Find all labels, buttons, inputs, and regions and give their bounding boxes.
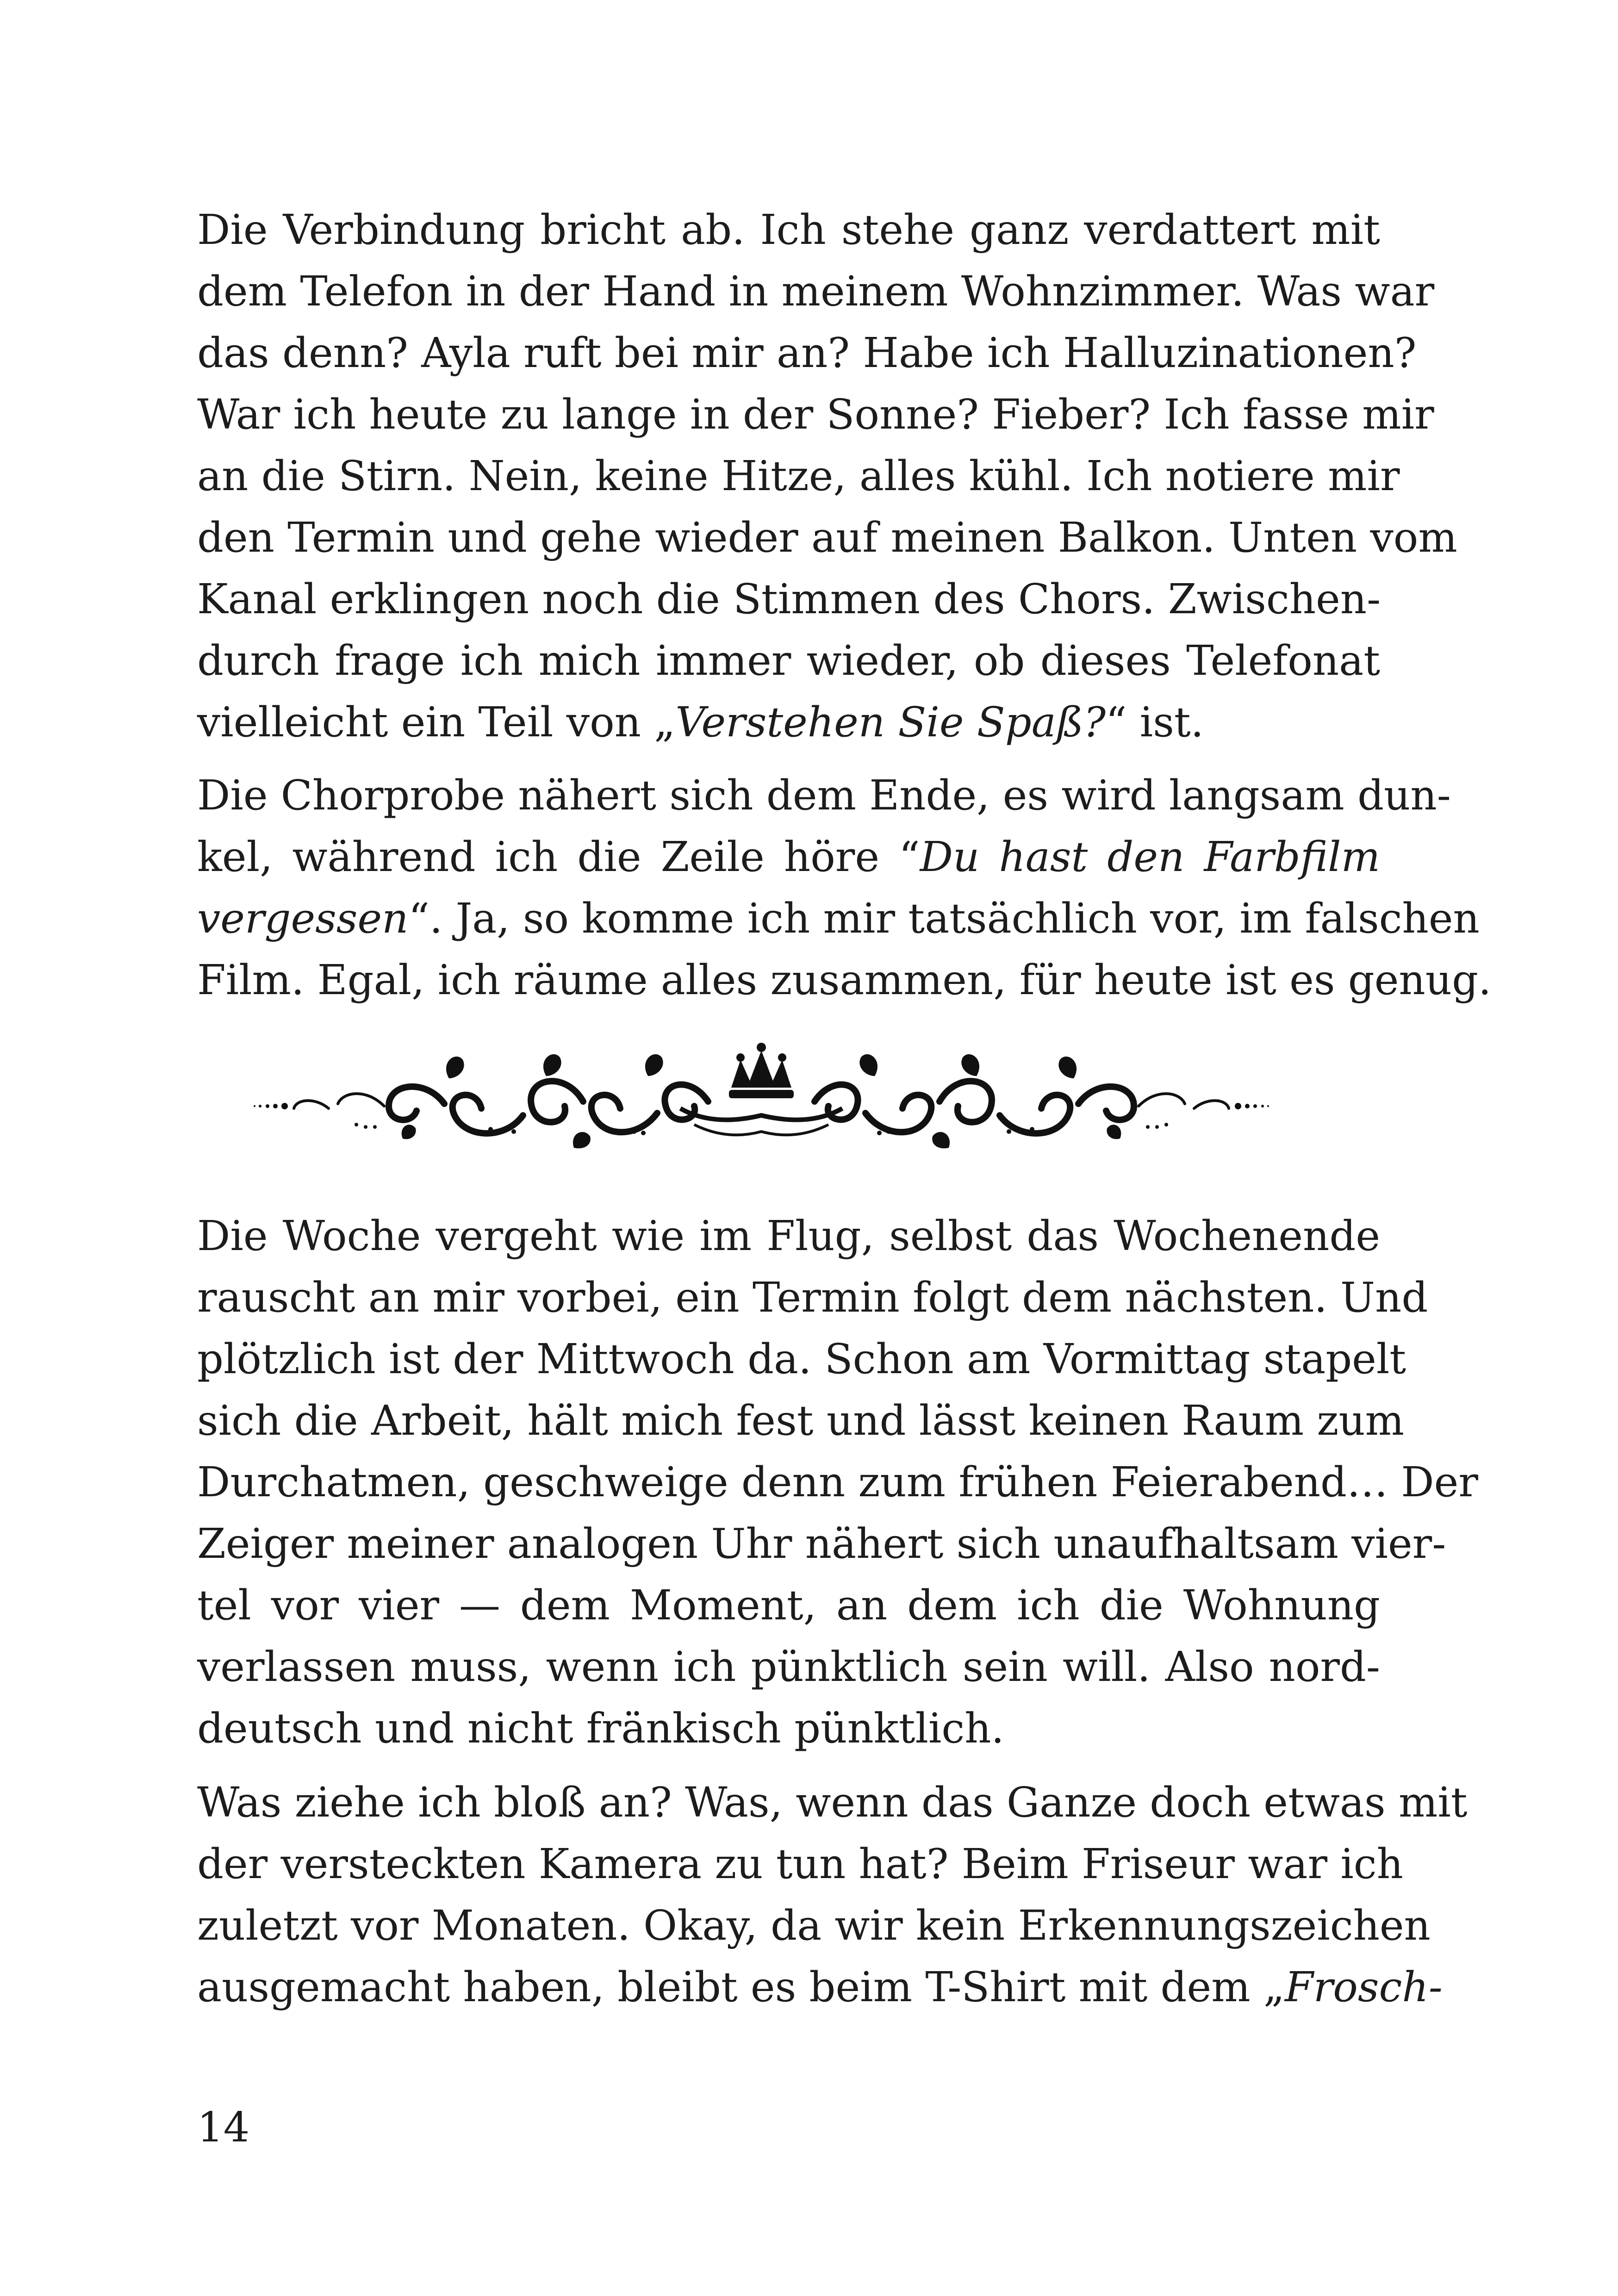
- text-line: [197, 630, 1380, 691]
- text-run: War ich heute zu lange in der Sonne? Fieber? Ich fasse mir: [197, 390, 1434, 438]
- text-run: sich die Arbeit, hält mich fest und lässt keinen Raum zum: [197, 1396, 1405, 1444]
- text-line: [197, 261, 1435, 322]
- text-line: [197, 1574, 1380, 1636]
- text-run: durch frage ich mich immer wieder, ob dieses Telefonat: [197, 636, 1380, 684]
- paragraph-2: [197, 765, 1492, 1011]
- text-line: [197, 445, 1400, 507]
- text-run: Kanal erklingen noch die Stimmen des Chors. Zwischen-: [197, 575, 1381, 623]
- page-number: 14: [197, 2103, 250, 2151]
- text-run: ausgemacht haben, bleibt es beim T-Shirt mit dem „: [197, 1963, 1285, 2011]
- text-run: Durchatmen, geschweige denn zum frühen Feierabend… Der: [197, 1458, 1478, 1506]
- text-run: Was ziehe ich bloß an? Was, wenn das Ganze doch etwas mit: [197, 1778, 1468, 1826]
- text-line: [197, 384, 1434, 445]
- text-line: [197, 765, 1451, 826]
- text-line: [197, 1267, 1428, 1328]
- italic-text: Frosch-: [1284, 1963, 1443, 2011]
- text-line: [197, 1833, 1403, 1895]
- text-run: “. Ja, so komme ich mir tatsächlich vor, im falschen: [408, 894, 1480, 942]
- text-line: [197, 888, 1480, 949]
- italic-text: vergessen: [197, 894, 409, 942]
- text-run: “ ist.: [1105, 698, 1204, 746]
- text-run: deutsch und nicht fränkisch pünktlich.: [197, 1704, 1004, 1752]
- text-line: [197, 949, 1492, 1011]
- text-line: [197, 1772, 1468, 1833]
- text-run: plötzlich ist der Mittwoch da. Schon am Vormittag stapelt: [197, 1335, 1406, 1383]
- crown-flourish-divider-icon: [250, 1032, 1273, 1171]
- text-line: [197, 1390, 1405, 1451]
- crown-icon: [729, 1043, 794, 1098]
- text-run: Die Woche vergeht wie im Flug, selbst das Wochenende: [197, 1212, 1380, 1260]
- paragraph-1: [197, 199, 1457, 753]
- text-line: [197, 1451, 1478, 1513]
- text-line: [197, 826, 1380, 888]
- text-line: [197, 568, 1380, 630]
- text-line: [197, 199, 1380, 261]
- text-run: kel, während ich die Zeile höre “: [197, 833, 920, 881]
- text-run: an die Stirn. Nein, keine Hitze, alles kühl. Ich notiere mir: [197, 452, 1400, 500]
- text-line: [197, 1513, 1446, 1574]
- italic-text: Verstehen Sie Spaß?: [675, 698, 1106, 746]
- text-line: [197, 1205, 1380, 1267]
- text-line: [197, 322, 1417, 384]
- text-run: der versteckten Kamera zu tun hat? Beim Friseur war ich: [197, 1840, 1403, 1888]
- text-run: tel vor vier — dem Moment, an dem ich die Wohnung: [197, 1581, 1380, 1629]
- text-line: [197, 507, 1457, 568]
- text-run: Die Verbindung bricht ab. Ich stehe ganz verdattert mit: [197, 205, 1380, 254]
- text-line: [197, 1328, 1406, 1390]
- text-line: [197, 1895, 1431, 1956]
- text-line: [197, 1636, 1380, 1698]
- text-run: dem Telefon in der Hand in meinem Wohnzimmer. Was war: [197, 267, 1435, 315]
- text-line: [197, 691, 1380, 753]
- text-run: Zeiger meiner analogen Uhr nähert sich unaufhaltsam vier-: [197, 1519, 1446, 1568]
- text-run: den Termin und gehe wieder auf meinen Balkon. Unten vom: [197, 513, 1457, 561]
- text-run: Die Chorprobe nähert sich dem Ende, es wird langsam dun-: [197, 771, 1451, 819]
- text-line: [197, 1698, 1380, 1759]
- text-run: rauscht an mir vorbei, ein Termin folgt dem nächsten. Und: [197, 1273, 1428, 1321]
- italic-text: Du hast den Farbfilm: [920, 833, 1380, 881]
- text-run: vielleicht ein Teil von „: [197, 698, 676, 746]
- paragraph-4: [197, 1772, 1468, 2018]
- text-run: das denn? Ayla ruft bei mir an? Habe ich Halluzinationen?: [197, 329, 1417, 377]
- text-run: zuletzt vor Monaten. Okay, da wir kein Erkennungszeichen: [197, 1901, 1431, 1949]
- text-line: [197, 1956, 1443, 2018]
- text-run: Film. Egal, ich räume alles zusammen, für heute ist es genug.: [197, 956, 1492, 1004]
- paragraph-3: [197, 1205, 1478, 1759]
- text-run: verlassen muss, wenn ich pünktlich sein will. Also nord-: [197, 1643, 1380, 1691]
